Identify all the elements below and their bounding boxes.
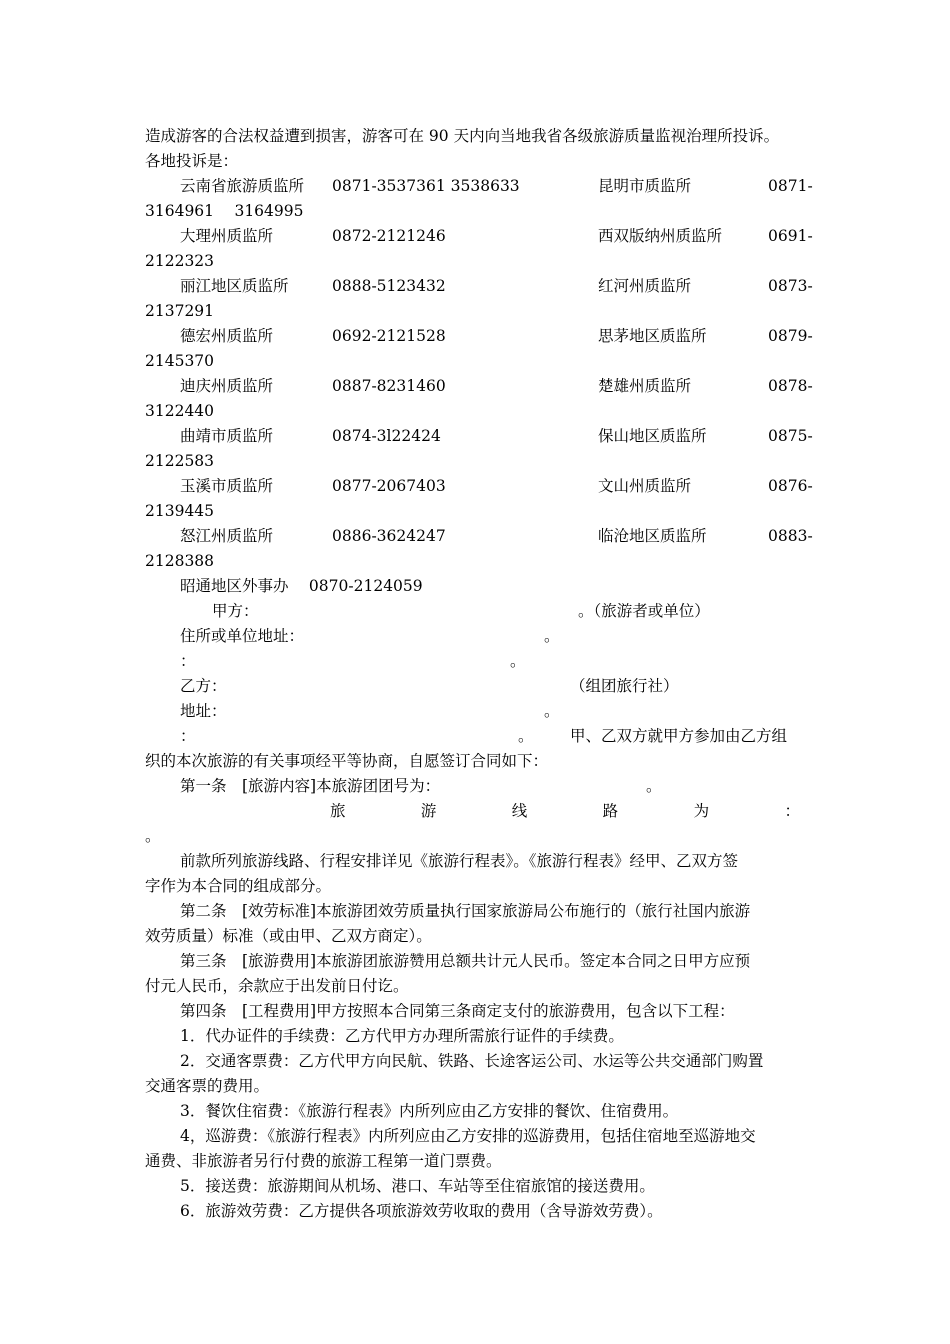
article-1-line-1: 第一条 [旅游内容]本旅游团团号为：: [180, 777, 441, 795]
office-tel-continued: 2122323: [145, 252, 215, 270]
article-2-line-2: 效劳质量）标准（或由甲、乙双方商定）。: [145, 927, 432, 945]
party-b-address-label: 地址：: [180, 702, 227, 720]
party-b-colon: ：: [180, 727, 196, 745]
office-tel-continued: 2128388: [145, 552, 215, 570]
article-3-line-1: 第三条 [旅游费用]本旅游团旅游赞用总额共计元人民币。签定本合同之日甲方应预: [180, 952, 751, 970]
office-tel: 0879-: [768, 327, 813, 345]
office-tel-continued: 2145370: [145, 352, 215, 370]
route-char: 为: [693, 802, 710, 820]
office-tel-continued: 3122440: [145, 402, 215, 420]
office-tel: 0692-2121528: [332, 327, 446, 345]
article-4-item-continued: 交通客票的费用。: [145, 1077, 270, 1095]
article-4-item: 5．接送费：旅游期间从机场、港口、车站等至住宿旅馆的接送费用。: [180, 1177, 655, 1195]
office-tel: 0873-: [768, 277, 813, 295]
party-b-colon-end: 。: [518, 727, 534, 745]
zhaotong-office: 昭通地区外事办 0870-2124059: [180, 577, 423, 595]
office-name: 德宏州质监所: [180, 327, 274, 345]
office-name: 曲靖市质监所: [180, 427, 274, 445]
party-a-label: 甲方：: [212, 602, 259, 620]
route-line: [328, 799, 802, 823]
office-name: 思茅地区质监所: [598, 327, 707, 345]
office-name: 玉溪市质监所: [180, 477, 274, 495]
office-tel: 0877-2067403: [332, 477, 446, 495]
office-name: 迪庆州质监所: [180, 377, 274, 395]
office-tel: 0871-: [768, 177, 813, 195]
office-name: 红河州质监所: [598, 277, 692, 295]
party-a-address-end: 。: [544, 627, 560, 645]
route-char: 线: [511, 802, 528, 820]
office-name: 楚雄州质监所: [598, 377, 692, 395]
office-name: 大理州质监所: [180, 227, 274, 245]
office-name: 云南省旅游质监所: [180, 177, 305, 195]
office-tel: 0871-3537361 3538633: [332, 177, 520, 195]
office-tel: 0878-: [768, 377, 813, 395]
office-tel: 0874-3l22424: [332, 427, 441, 445]
office-tel: 0875-: [768, 427, 813, 445]
office-tel: 0872-2121246: [332, 227, 446, 245]
office-tel: 0691-: [768, 227, 813, 245]
party-a-tail: 。（旅游者或单位）: [578, 602, 710, 620]
route-char: 旅: [330, 802, 346, 820]
office-name: 丽江地区质监所: [180, 277, 289, 295]
intro-line-1: 造成游客的合法权益遭到损害，游客可在 90 天内向当地我省各级旅游质量监视治理所投诉。: [145, 127, 780, 145]
agreement-line-2: 织的本次旅游的有关事项经平等协商，自愿签订合同如下：: [145, 752, 549, 770]
route-char: ：: [784, 802, 800, 820]
article-1-p2-line-1: 前款所列旅游线路、行程安排详见《旅游行程表》。《旅游行程表》经甲、乙双方签: [180, 852, 739, 870]
article-4-line-1: 第四条 [工程费用]甲方按照本合同第三条商定支付的旅游费用，包含以下工程：: [180, 1002, 735, 1020]
article-4-item: 1．代办证件的手续费：乙方代甲方办理所需旅行证件的手续费。: [180, 1027, 624, 1045]
article-1-p2-line-2: 字作为本合同的组成部分。: [145, 877, 332, 895]
article-4-item: 2．交通客票费：乙方代甲方向民航、铁路、长途客运公司、水运等公共交通部门购置: [180, 1052, 764, 1070]
article-3-line-2: 付元人民币，余款应于出发前日付讫。: [145, 977, 409, 995]
office-tel: 0883-: [768, 527, 813, 545]
article-4-item: 3．餐饮住宿费：《旅游行程表》内所列应由乙方安排的餐饮、住宿费用。: [180, 1102, 679, 1120]
route-char: 游: [420, 802, 437, 820]
party-a-colon: ：: [180, 652, 196, 670]
office-name: 怒江州质监所: [180, 527, 274, 545]
office-tel: 0886-3624247: [332, 527, 446, 545]
office-tel-continued: 2137291: [145, 302, 215, 320]
office-tel: 0876-: [768, 477, 813, 495]
agreement-line-1: 甲、乙双方就甲方参加由乙方组: [570, 727, 788, 745]
office-name: 文山州质监所: [598, 477, 692, 495]
article-4-item: 6．旅游效劳费：乙方提供各项旅游效劳收取的费用（含导游效劳费）。: [180, 1202, 663, 1220]
office-tel-continued: 3164961 3164995: [145, 202, 304, 220]
office-name: 临沧地区质监所: [598, 527, 707, 545]
party-b-tail: （组团旅行社）: [570, 677, 679, 695]
office-tel: 0887-8231460: [332, 377, 446, 395]
office-name: 西双版纳州质监所: [598, 227, 723, 245]
intro-line-2: 各地投诉是：: [145, 152, 239, 170]
office-name: 保山地区质监所: [598, 427, 707, 445]
article-1-line-1-end: 。: [646, 777, 662, 795]
office-tel: 0888-5123432: [332, 277, 446, 295]
article-2-line-1: 第二条 [效劳标准]本旅游团效劳质量执行国家旅游局公布施行的（旅行社国内旅游: [180, 902, 751, 920]
office-tel-continued: 2139445: [145, 502, 215, 520]
article-4-item: 4，巡游费：《旅游行程表》内所列应由乙方安排的巡游费用，包括住宿地至巡游地交: [180, 1127, 756, 1145]
office-name: 昆明市质监所: [598, 177, 692, 195]
party-b-address-end: 。: [544, 702, 560, 720]
office-tel-continued: 2122583: [145, 452, 215, 470]
party-a-colon-end: 。: [510, 652, 526, 670]
party-b-label: 乙方：: [180, 677, 227, 695]
route-end: 。: [145, 827, 161, 845]
article-4-item-continued: 通费、非旅游者另行付费的旅游工程第一道门票费。: [145, 1152, 502, 1170]
route-char: 路: [602, 802, 619, 820]
party-a-address-label: 住所或单位地址：: [180, 627, 305, 645]
